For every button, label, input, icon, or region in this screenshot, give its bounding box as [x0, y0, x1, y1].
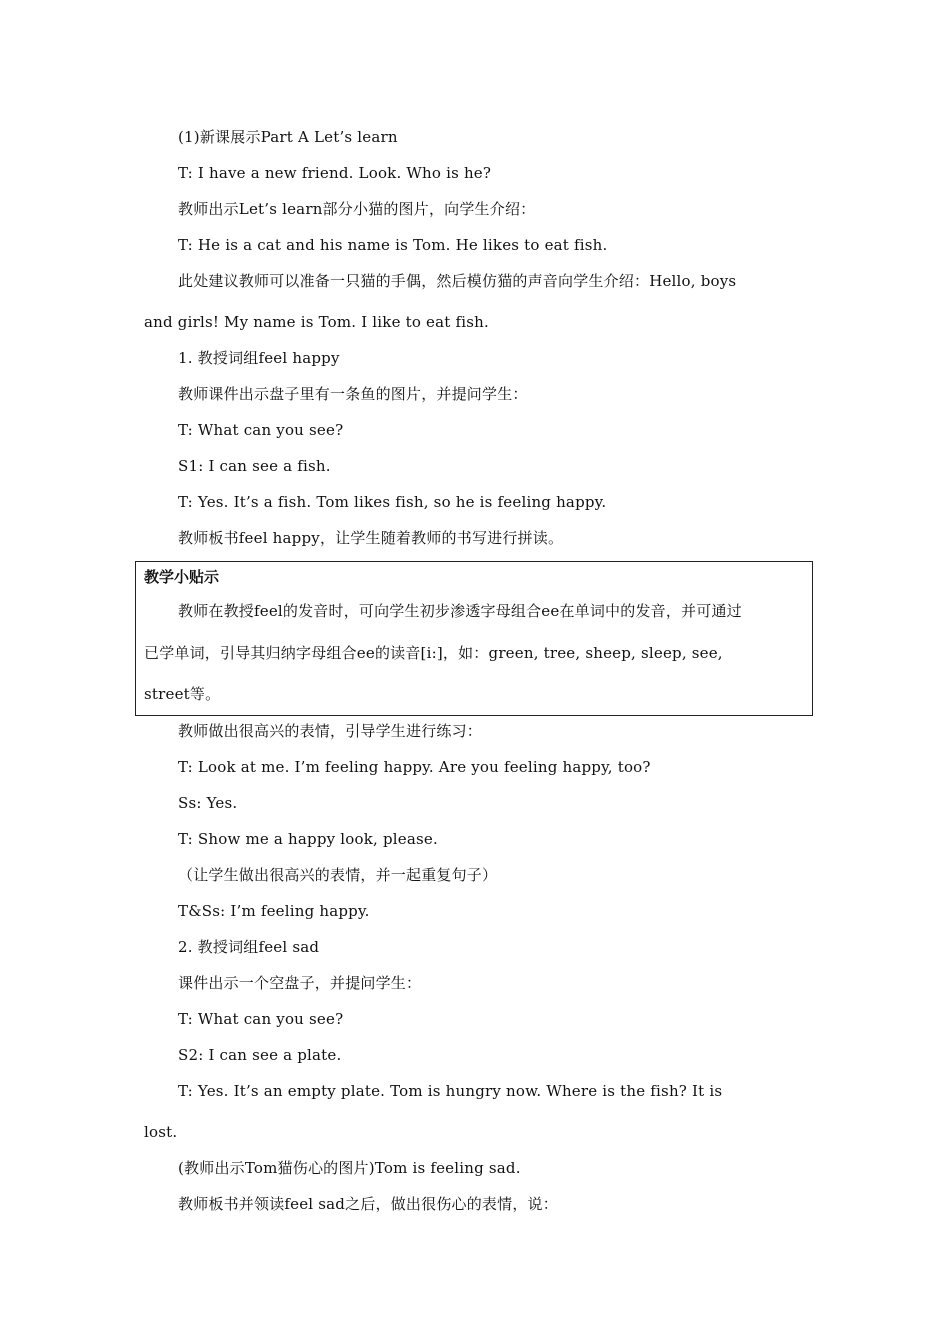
instruction-line: 教师课件出示盘子里有一条鱼的图片，并提问学生： — [178, 385, 528, 403]
dialogue-line: T: Look at me. I’m feeling happy. Are you feeling happy, too? — [178, 758, 651, 776]
instruction-line: (教师出示Tom猫伤心的图片)Tom is feeling sad. — [178, 1159, 521, 1177]
section-heading-new-lesson: (1)新课展示Part A Let’s learn — [178, 128, 398, 146]
instruction-line: 教师板书feel happy，让学生随着教师的书写进行拼读。 — [178, 529, 564, 547]
dialogue-line: T&Ss: I’m feeling happy. — [178, 902, 370, 920]
teaching-tip-title: 教学小贴示 — [144, 568, 220, 586]
dialogue-line: T: He is a cat and his name is Tom. He likes to eat fish. — [178, 236, 608, 254]
dialogue-line: S1: I can see a fish. — [178, 457, 331, 475]
instruction-line: 教师做出很高兴的表情，引导学生进行练习： — [178, 722, 483, 740]
teaching-tip-line: 已学单词，引导其归纳字母组合ee的读音[i:]，如：green, tree, sheep, sleep, see, — [144, 644, 723, 662]
dialogue-line: T: What can you see? — [178, 1010, 344, 1028]
instruction-line: （让学生做出很高兴的表情，并一起重复句子） — [178, 866, 498, 884]
dialogue-line: T: Yes. It’s a fish. Tom likes fish, so he is feeling happy. — [178, 493, 607, 511]
teaching-tip-line: street等。 — [144, 685, 221, 703]
instruction-line: 教师出示Let’s learn部分小猫的图片，向学生介绍： — [178, 200, 536, 218]
dialogue-line: T: Show me a happy look, please. — [178, 830, 438, 848]
step-heading-feel-happy: 1. 教授词组feel happy — [178, 349, 340, 367]
dialogue-line-continued: lost. — [144, 1123, 178, 1141]
dialogue-line: Ss: Yes. — [178, 794, 238, 812]
dialogue-line: T: What can you see? — [178, 421, 344, 439]
dialogue-line: T: Yes. It’s an empty plate. Tom is hungry now. Where is the fish? It is — [178, 1082, 723, 1100]
dialogue-line: S2: I can see a plate. — [178, 1046, 342, 1064]
dialogue-line: T: I have a new friend. Look. Who is he? — [178, 164, 492, 182]
instruction-line: 课件出示一个空盘子，并提问学生： — [178, 974, 422, 992]
suggestion-line: 此处建议教师可以准备一只猫的手偶，然后模仿猫的声音向学生介绍：Hello, boys — [178, 272, 737, 290]
step-heading-feel-sad: 2. 教授词组feel sad — [178, 938, 320, 956]
suggestion-line-continued: and girls! My name is Tom. I like to eat fish. — [144, 313, 489, 331]
teaching-tip-box — [135, 561, 813, 716]
instruction-line: 教师板书并领读feel sad之后，做出很伤心的表情，说： — [178, 1195, 558, 1213]
teaching-tip-line: 教师在教授feel的发音时，可向学生初步渗透字母组合ee在单词中的发音，并可通过 — [178, 602, 742, 620]
